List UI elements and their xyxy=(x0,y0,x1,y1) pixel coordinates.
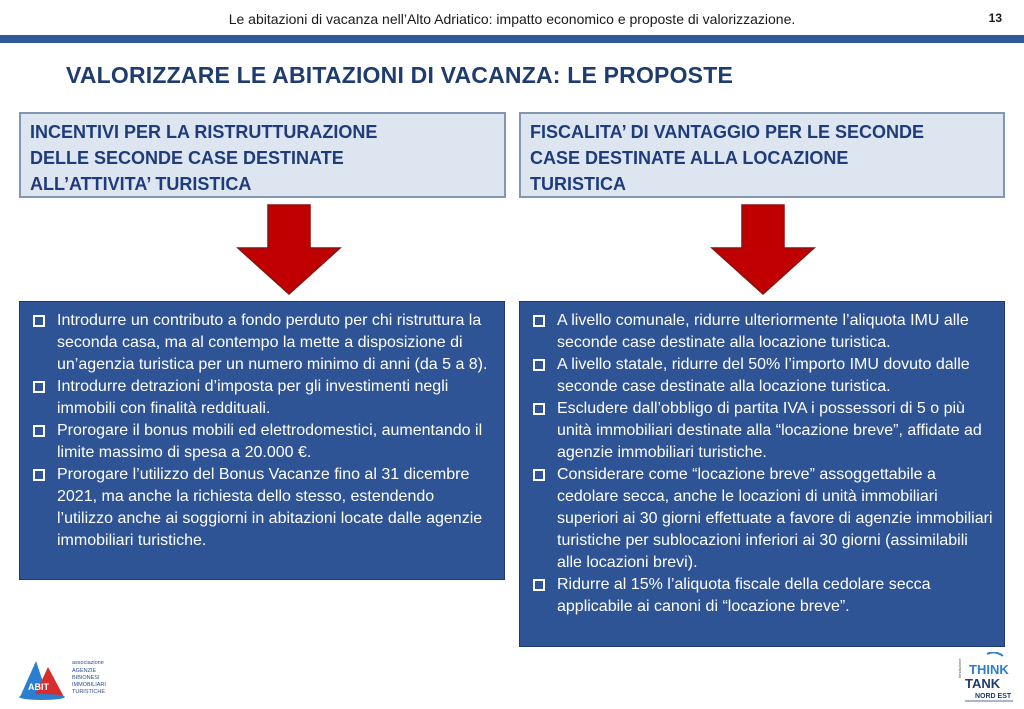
checkbox-bullet-icon xyxy=(533,469,545,481)
right-heading-line-3: TURISTICA xyxy=(530,174,626,194)
logo-line-4: TURISTICHE xyxy=(72,689,105,695)
list-item: Introdurre un contributo a fondo perduto per chi ristruttura la seconda casa, ma al contempo la mette a disposizione di un’agenzia turistica per un numero minimo di anni (da 5 a 8). xyxy=(30,310,494,376)
list-item: A livello statale, ridurre del 50% l’importo IMU dovuto dalle seconde case destinate alla locazione turistica. xyxy=(530,354,994,398)
logo-mark-text: ABIT xyxy=(28,682,49,692)
checkbox-bullet-icon xyxy=(33,425,45,437)
left-heading-line-1: INCENTIVI PER LA RISTRUTTURAZIONE xyxy=(30,122,378,142)
checkbox-bullet-icon xyxy=(33,381,45,393)
list-item: Prorogare il bonus mobili ed elettrodomestici, aumentando il limite massimo di spesa a 20.000 €. xyxy=(30,420,494,464)
right-proposals-list xyxy=(530,310,994,618)
logo-nord-est-text: NORD EST xyxy=(975,693,1012,700)
left-proposals-box xyxy=(19,301,505,580)
right-heading-line-2: CASE DESTINATE ALLA LOCAZIONE xyxy=(530,148,849,168)
left-heading-line-3: ALL’ATTIVITA’ TURISTICA xyxy=(30,174,252,194)
page-number: 13 xyxy=(988,11,1002,25)
header-accent-bar xyxy=(0,35,1024,43)
checkbox-bullet-icon xyxy=(533,359,545,371)
checkbox-bullet-icon xyxy=(33,315,45,327)
abit-association-logo xyxy=(18,657,118,701)
left-heading-box xyxy=(19,112,506,198)
logo-line-2: BIBIONESI xyxy=(72,675,100,681)
list-item: Escludere dall’obbligo di partita IVA i possessori di 5 o più unità immobiliari destinate alla “locazione breve”, affidate ad agenzie immobiliari turistiche. xyxy=(530,398,994,464)
logo-tank-text: TANK xyxy=(965,676,1001,691)
right-proposals-box xyxy=(519,301,1005,647)
right-down-arrow-icon xyxy=(710,204,816,296)
left-heading-line-2: DELLE SECONDE CASE DESTINATE xyxy=(30,148,344,168)
checkbox-bullet-icon xyxy=(533,315,545,327)
document-header-title: Le abitazioni di vacanza nell’Alto Adriatico: impatto economico e proposte di valorizzazione. xyxy=(228,11,796,27)
checkbox-bullet-icon xyxy=(33,469,45,481)
logo-line-1: AGENZIE xyxy=(72,668,97,674)
list-item: Introdurre detrazioni d’imposta per gli investimenti negli immobili con finalità reddituali. xyxy=(30,376,494,420)
logo-fondazione-text: fondazione xyxy=(957,658,962,678)
right-heading-line-1: FISCALITA’ DI VANTAGGIO PER LE SECONDE xyxy=(530,122,925,142)
think-tank-logo xyxy=(957,652,1017,704)
left-proposals-list xyxy=(30,310,494,552)
left-down-arrow-icon xyxy=(236,204,342,296)
list-item: Considerare come “locazione breve” assoggettabile a cedolare secca, anche le locazioni di unità immobiliari superiori ai 30 giorni effettuate a favore di agenzie immobiliari turistiche per sublocazioni inferiori ai 30 giorni (assimilabili alle locazioni brevi). xyxy=(530,464,994,574)
right-heading-box xyxy=(519,112,1005,198)
list-item: A livello comunale, ridurre ulteriormente l’aliquota IMU alle seconde case destinate alla locazione turistica. xyxy=(530,310,994,354)
logo-association-text: associazione xyxy=(72,660,104,666)
list-item: Ridurre al 15% l’aliquota fiscale della cedolare secca applicabile ai canoni di “locazione breve”. xyxy=(530,574,994,618)
logo-line-3: IMMOBILIARI xyxy=(72,682,106,688)
slide-title: VALORIZZARE LE ABITAZIONI DI VACANZA: LE PROPOSTE xyxy=(66,62,733,88)
checkbox-bullet-icon xyxy=(533,579,545,591)
checkbox-bullet-icon xyxy=(533,403,545,415)
logo-think-text: THINK xyxy=(969,662,1009,677)
list-item: Prorogare l’utilizzo del Bonus Vacanze fino al 31 dicembre 2021, ma anche la richiesta dello stesso, estendendo l’utilizzo anche ai soggiorni in abitazioni locate dalle agenzie immobiliari turistiche. xyxy=(30,464,494,552)
